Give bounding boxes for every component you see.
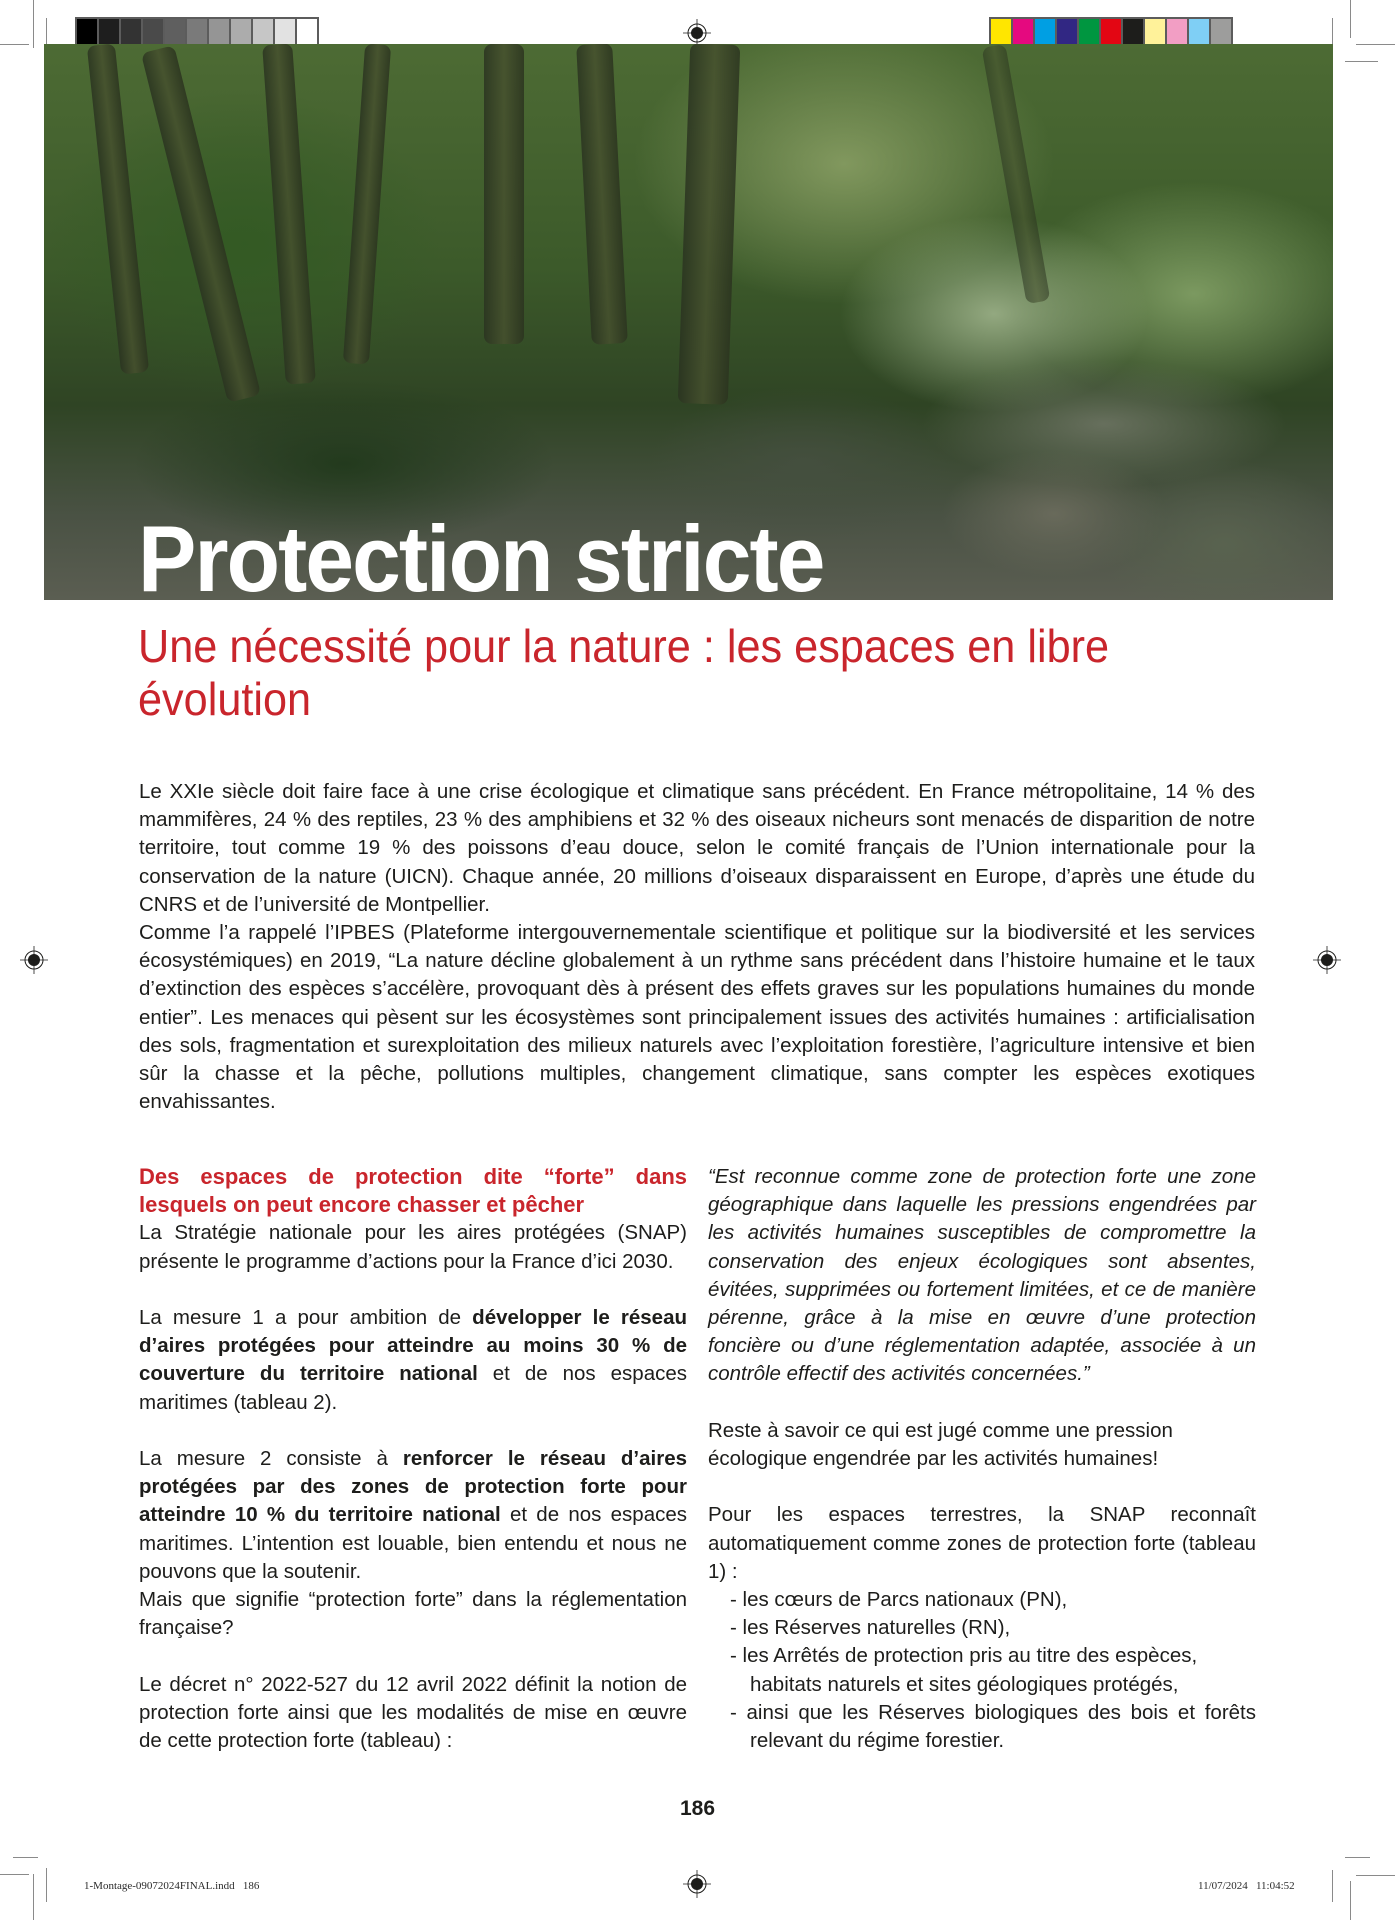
decree-quote: “Est reconnue comme zone de protection forte une zone géographique dans laquelle les pressions engendrées par les activités humaines susceptibles de compromettre la conservation des enjeux écologiques sont absentes, évitées, supprimées ou fortement limitées, et ce de manière pérenne, grâce à la mise en œuvre d’une protection foncière ou d’une réglementation adaptée, associée à un contrôle effectif des activités concernées.” [708, 1165, 1256, 1386]
tree-trunk [484, 44, 524, 344]
emphasis-text: développer le réseau d’aires protégées pour atteindre au moins 30 % de couverture du territoire national [139, 1306, 687, 1386]
calibration-swatch [1013, 19, 1033, 46]
calibration-swatch [231, 19, 251, 46]
calibration-swatch [1145, 19, 1165, 46]
paragraph-mesure-1 [139, 1304, 687, 1417]
list-item: - les Réserves naturelles (RN), [730, 1616, 1011, 1640]
page-number: 186 [680, 1797, 716, 1820]
calibration-swatch [1167, 19, 1187, 46]
crop-mark-bottom-right-v [1350, 1881, 1351, 1920]
registration-mark-icon [683, 19, 711, 47]
article-subtitle: Une nécessité pour la nature : les espaces en libre évolution [138, 620, 1110, 725]
right-column [708, 1163, 1256, 1755]
calibration-swatch [1079, 19, 1099, 46]
paragraph-question: Mais que signifie “protection forte” dans la réglementation française? [139, 1588, 687, 1640]
crop-mark-bottom-left-v [33, 1874, 34, 1920]
crop-mark-top-left-h [0, 44, 29, 45]
paragraph-pression: Reste à savoir ce qui est jugé comme une pression écologique engendrée par les activités humaines! [708, 1418, 1173, 1471]
text-run: et de nos espaces maritimes (tableau 2). [139, 1362, 687, 1414]
intro-paragraph: Comme l’a rappelé l’IPBES (Plateforme intergouvernementale scientifique et politique sur la biodiversité et les services écosystémiques) en 2019, “La nature décline globalement à un rythme sans précédent dans l’histoire humaine et le taux d’extinction des espèces s’accélère, provoquant dès à présent des effets graves sur les populations humaines du monde entier”. Les menaces qui pèsent sur les écosystèmes sont principalement issues des activités humaines : artificialisation des sols, fragmentation et surexploitation des milieux naturels avec l’exploitation forestière, l’agriculture intensive et bien sûr la chasse et la pêche, pollutions multiples, changement climatique, sans compter les espèces exotiques envahissantes. [139, 921, 1255, 1114]
calibration-swatch [297, 19, 317, 46]
paragraph-snap: La Stratégie nationale pour les aires protégées (SNAP) présente le programme d’actions pour la France d’ici 2030. [139, 1221, 687, 1273]
calibration-swatch [1057, 19, 1077, 46]
tree-trunk [982, 44, 1051, 304]
paragraph-mesure-2 [139, 1445, 687, 1586]
calibration-swatch [187, 19, 207, 46]
slug-filename: 1-Montage-09072024FINAL.indd 186 [84, 1880, 260, 1892]
calibration-swatch [275, 19, 295, 46]
crop-mark-bottom-right-h2 [1356, 1875, 1395, 1876]
calibration-swatch [991, 19, 1011, 46]
text-run: et de nos espaces maritimes. L’intention est louable, bien entendu et nous ne pouvons que la soutenir. [139, 1503, 687, 1583]
crop-mark-bottom-left-h2 [0, 1874, 29, 1875]
calibration-swatch [1035, 19, 1055, 46]
tree-trunk [141, 45, 261, 403]
protection-zones-list [708, 1586, 1256, 1755]
text-run: La mesure 1 a pour ambition de [139, 1306, 473, 1329]
hero-title: Protection stricte [138, 506, 824, 600]
tree-trunk [576, 44, 628, 345]
list-item: - les cœurs de Parcs nationaux (PN), [730, 1588, 1068, 1612]
registration-mark-icon [20, 946, 48, 974]
calibration-swatch [121, 19, 141, 46]
tree-trunk [343, 44, 391, 365]
registration-mark-icon [683, 1870, 711, 1898]
list-item: - ainsi que les Réserves biologiques des bois et forêts relevant du régime forestier. [730, 1700, 1256, 1753]
crop-mark-bottom-left-h [13, 1857, 38, 1858]
emphasis-text: renforcer le réseau d’aires protégées par des zones de protection forte pour atteindre 10 % du territoire national [139, 1447, 687, 1527]
hero-photo [44, 44, 1333, 600]
list-item: - les Arrêtés de protection pris au titre des espèces, habitats naturels et sites géologiques protégés, [730, 1644, 1198, 1696]
crop-mark-top-right-h [1356, 44, 1395, 45]
registration-mark-icon [1313, 946, 1341, 974]
text-run: La mesure 2 consiste à [139, 1447, 403, 1470]
calibration-swatch [253, 19, 273, 46]
left-column [139, 1163, 687, 1755]
crop-mark-bottom-right-h [1345, 1857, 1370, 1858]
calibration-swatch [1189, 19, 1209, 46]
calibration-swatch [77, 19, 97, 46]
calibration-swatch [209, 19, 229, 46]
crop-mark-bottom-right-v2 [1332, 1870, 1333, 1902]
calibration-swatch [165, 19, 185, 46]
calibration-swatch [1101, 19, 1121, 46]
calibration-swatch [1123, 19, 1143, 46]
intro-paragraph: Le XXIe siècle doit faire face à une crise écologique et climatique sans précédent. En France métropolitaine, 14 % des mammifères, 24 % des reptiles, 23 % des amphibiens et 32 % des oiseaux nicheurs sont menacés de disparition de notre territoire, tout comme 19 % des poissons d’eau douce, selon le comité français de l’Union internationale pour la conservation de la nature (UICN). Chaque année, 20 millions d’oiseaux disparaissent en Europe, d’après une étude du CNRS et de l’université de Montpellier. [139, 780, 1255, 916]
tree-trunk [262, 44, 316, 385]
paragraph-snap-terrestre: Pour les espaces terrestres, la SNAP reconnaît automatiquement comme zones de protection forte (tableau 1) : [708, 1503, 1256, 1583]
paragraph-decret: Le décret n° 2022-527 du 12 avril 2022 définit la notion de protection forte ainsi que les modalités de mise en œuvre de cette protection forte (tableau) : [139, 1672, 687, 1753]
crop-mark-top-right-h2 [1345, 61, 1378, 62]
crop-mark-top-right-v [1350, 0, 1351, 38]
tree-trunk [87, 44, 149, 375]
calibration-swatch [1211, 19, 1231, 46]
intro-text [139, 778, 1255, 1116]
calibration-swatch [99, 19, 119, 46]
section-heading: Des espaces de protection dite “forte” dans lesquels on peut encore chasser et pêcher [139, 1164, 687, 1218]
slug-timestamp: 11/07/2024 11:04:52 [1198, 1880, 1295, 1892]
crop-mark-top-left-v [33, 0, 34, 48]
tree-trunk [678, 44, 741, 405]
crop-mark-bottom-left-v2 [46, 1868, 47, 1902]
calibration-swatch [143, 19, 163, 46]
